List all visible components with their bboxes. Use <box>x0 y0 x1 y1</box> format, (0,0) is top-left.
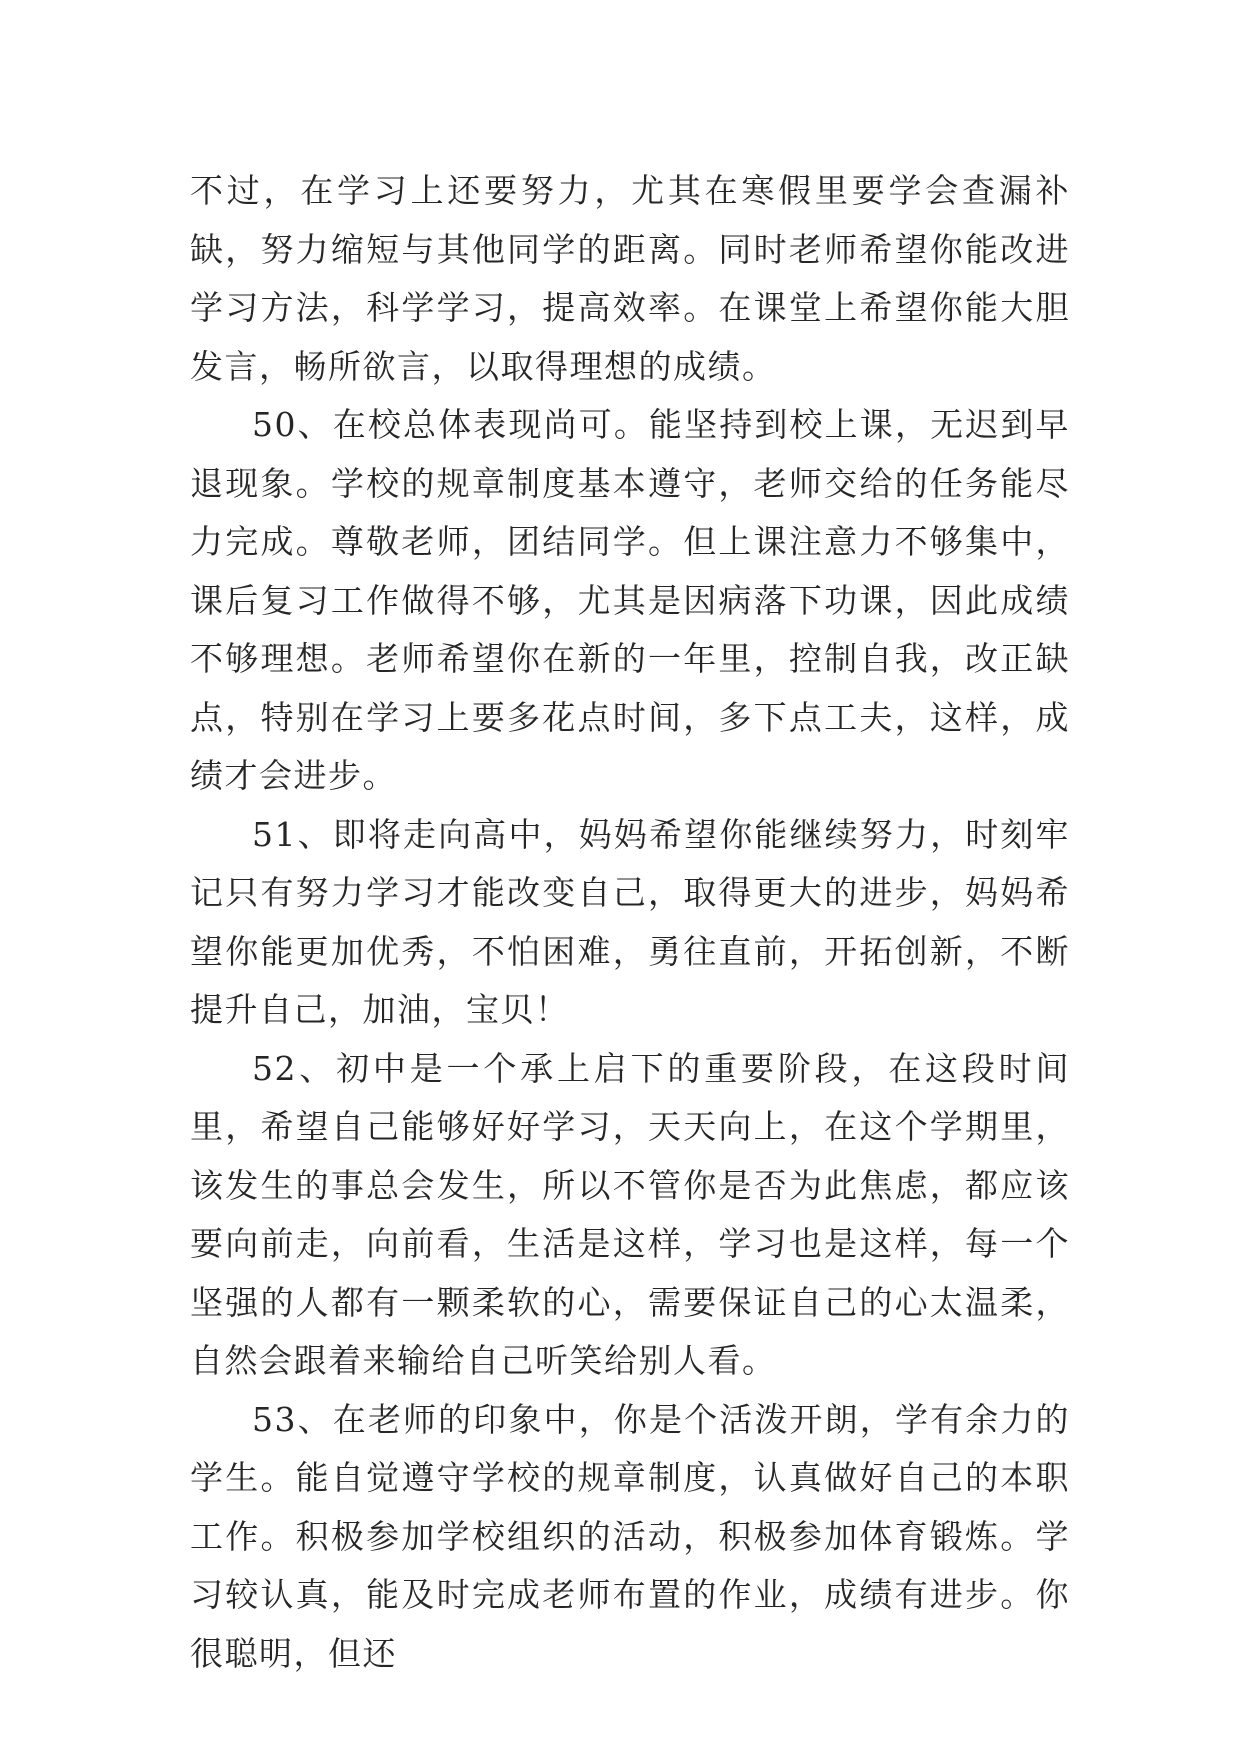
paragraph-continuation: 不过，在学习上还要努力，尤其在寒假里要学会查漏补缺，努力缩短与其他同学的距离。同时老师希望你能改进学习方法，科学学习，提高效率。在课堂上希望你能大胆发言，畅所欲言，以取得理想的成绩。 <box>190 171 1070 386</box>
paragraph-item-52: 52、初中是一个承上启下的重要阶段，在这段时间里，希望自己能够好好学习，天天向上，在这个学期里，该发生的事总会发生，所以不管你是否为此焦虑，都应该要向前走，向前看，生活是这样，学习也是这样，每一个坚强的人都有一颗柔软的心，需要保证自己的心太温柔，自然会跟着来输给自己听笑给别人看。 <box>190 1048 1070 1380</box>
paragraph-item-50: 50、在校总体表现尚可。能坚持到校上课，无迟到早退现象。学校的规章制度基本遵守，老师交给的任务能尽力完成。尊敬老师，团结同学。但上课注意力不够集中，课后复习工作做得不够，尤其是因病落下功课，因此成绩不够理想。老师希望你在新的一年里，控制自我，改正缺点，特别在学习上要多花点时间，多下点工夫，这样，成绩才会进步。 <box>190 405 1070 795</box>
paragraph-item-53: 53、在老师的印象中，你是个活泼开朗，学有余力的学生。能自觉遵守学校的规章制度，认真做好自己的本职工作。积极参加学校组织的活动，积极参加体育锻炼。学习较认真，能及时完成老师布置的作业，成绩有进步。你很聪明，但还 <box>190 1399 1070 1673</box>
document-body <box>190 162 1070 1683</box>
paragraph-item-51: 51、即将走向高中，妈妈希望你能继续努力，时刻牢记只有努力学习才能改变自己，取得更大的进步，妈妈希望你能更加优秀，不怕困难，勇往直前，开拓创新，不断提升自己，加油，宝贝！ <box>190 814 1070 1029</box>
